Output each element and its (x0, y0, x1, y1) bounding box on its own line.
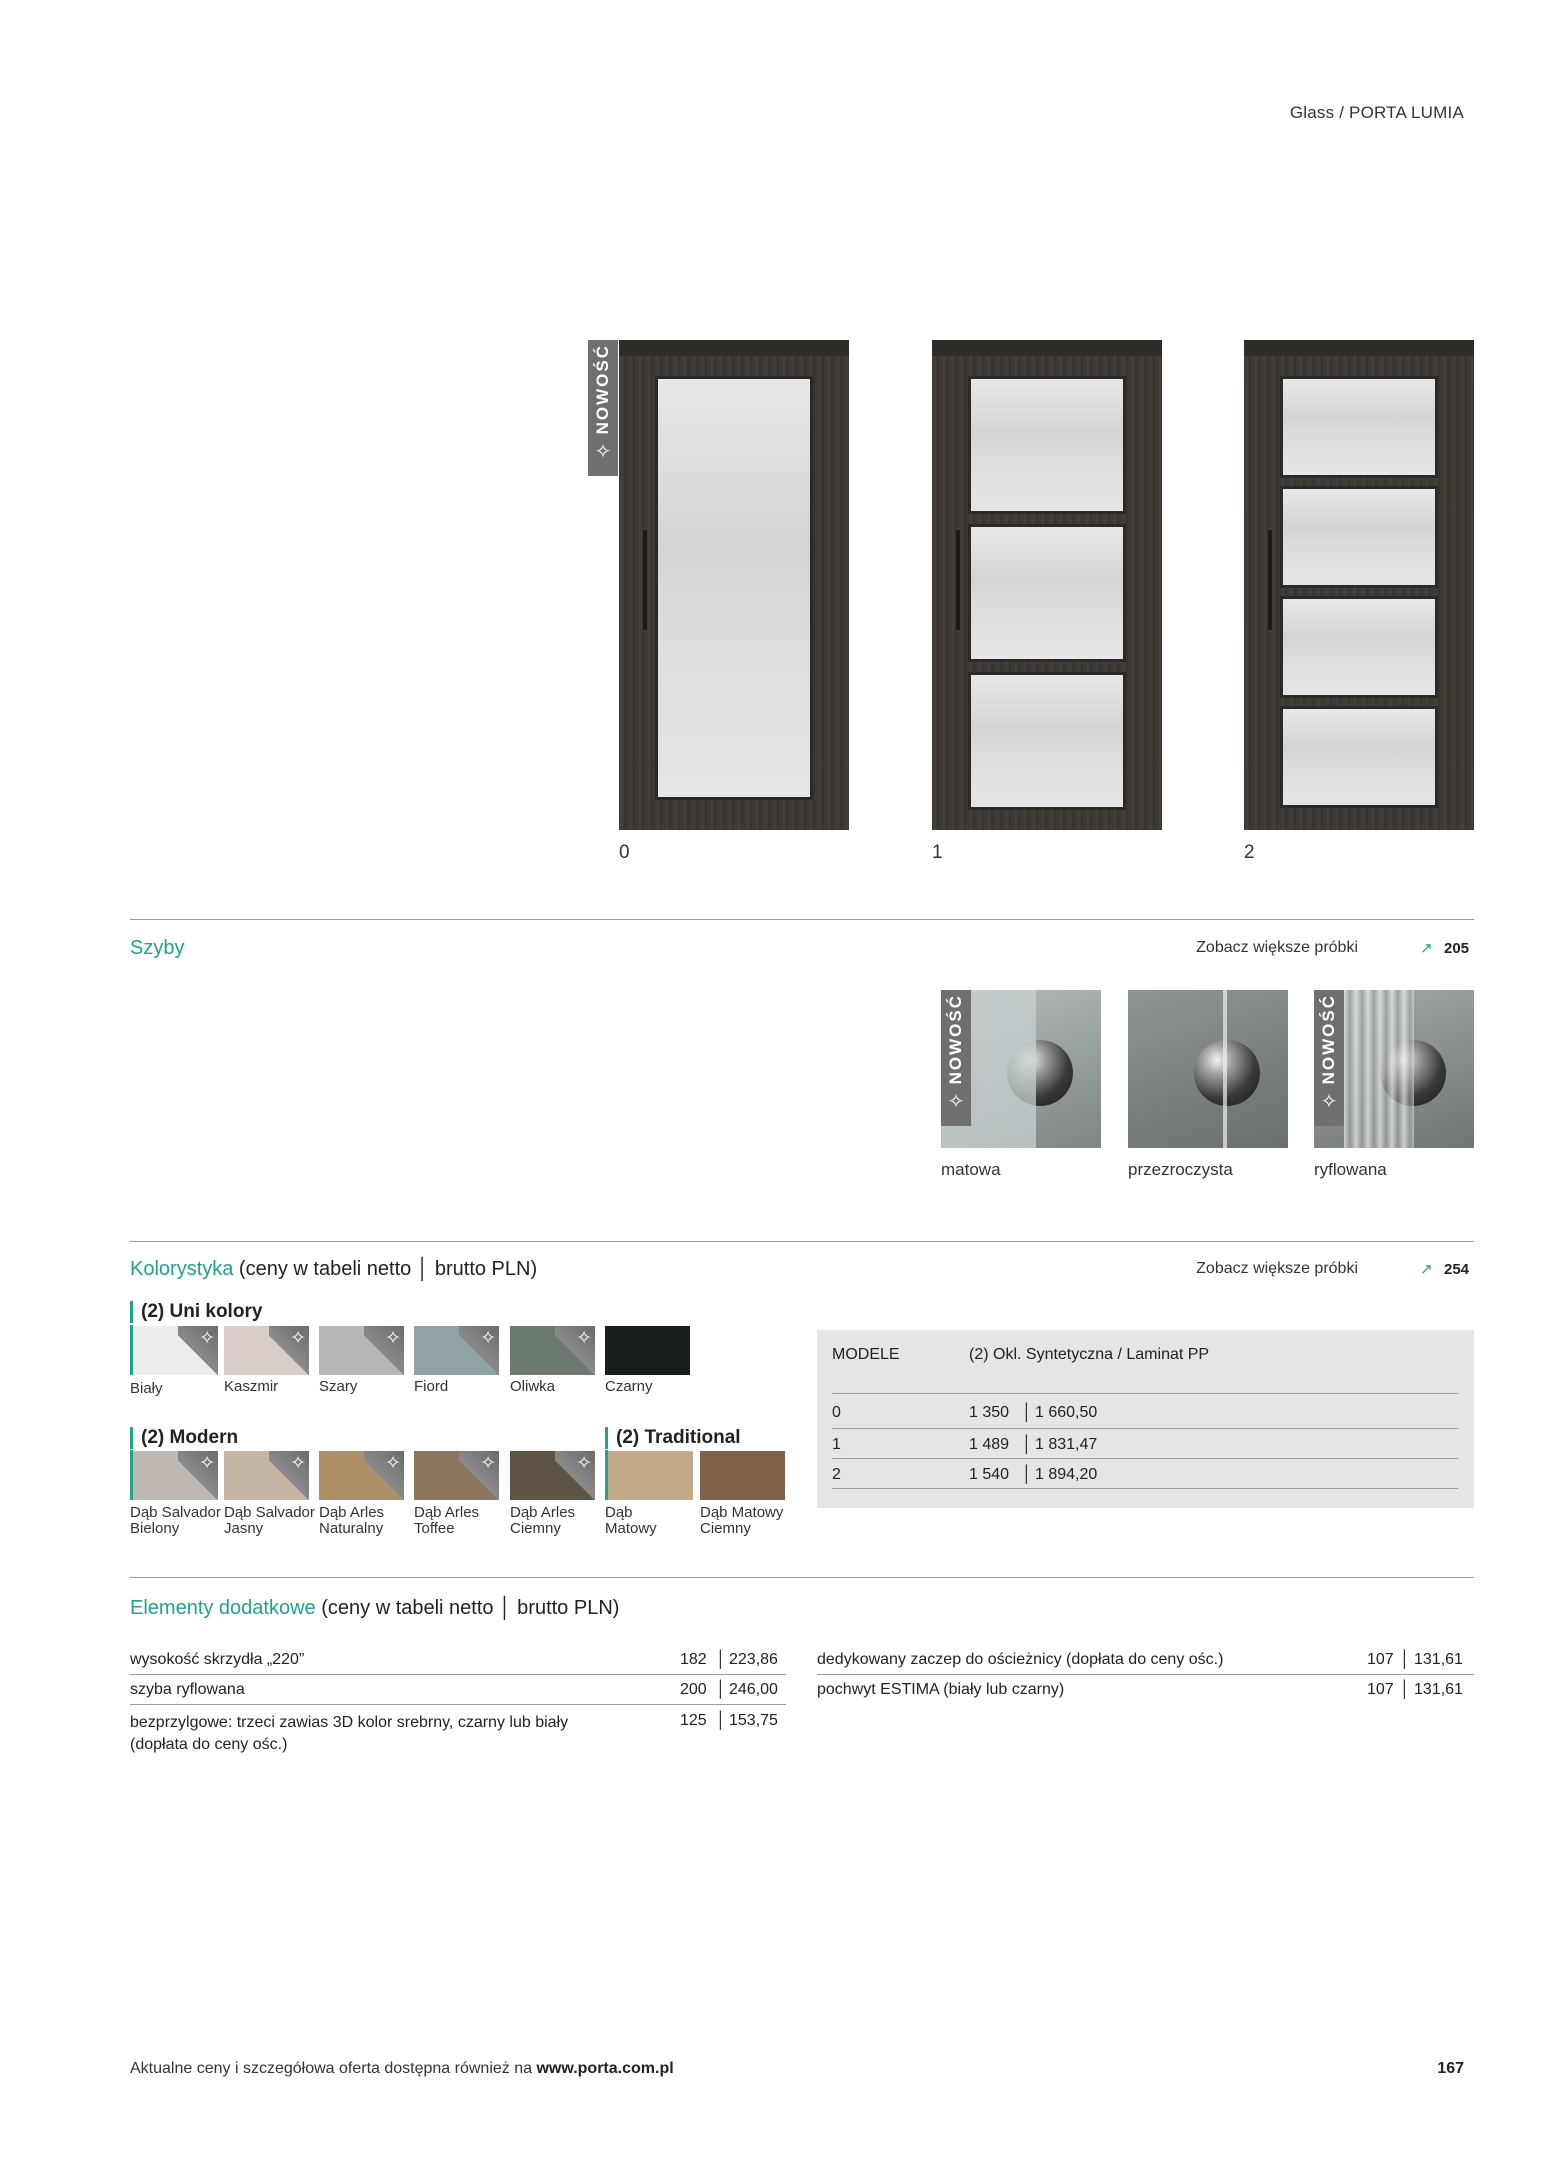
door-model-0-image (619, 340, 849, 830)
color-swatch-dab-matowy (608, 1451, 693, 1500)
door-model-1-image (932, 340, 1162, 830)
color-swatch-dab-salvador-bielony (133, 1451, 218, 1500)
table-cell-netto: 1 540 (969, 1466, 1010, 1483)
divider (130, 1577, 1474, 1578)
color-name: Fiord (414, 1378, 449, 1395)
new-badge: NOWOŚĆ ✧ (1314, 990, 1344, 1126)
color-name: Dąb Arles Naturalny (319, 1504, 385, 1537)
arrow-up-right-icon: ↗ (1420, 1261, 1433, 1278)
table-header-models: MODELE (832, 1346, 900, 1363)
section-title-szyby: Szyby (130, 937, 185, 959)
color-name: Dąb Arles Toffee (414, 1504, 480, 1537)
breadcrumb: Glass / PORTA LUMIA (1289, 103, 1464, 122)
extra-netto: 107 (1367, 1651, 1394, 1668)
color-name: Oliwka (510, 1378, 556, 1395)
page-number: 167 (1437, 2060, 1464, 2077)
color-name: Dąb Salvador Jasny (224, 1504, 315, 1537)
glass-label: przezroczysta (1128, 1160, 1233, 1179)
color-name: Kaszmir (224, 1378, 279, 1395)
door-label: 1 (932, 842, 943, 863)
door-label: 0 (619, 842, 630, 863)
sparkle-icon: ✧ (385, 1453, 401, 1474)
color-name: Szary (319, 1378, 358, 1395)
extra-item-label: dedykowany zaczep do ościeżnicy (dopłata do ceny ośc.) (817, 1651, 1224, 1668)
divider (130, 1241, 1474, 1242)
color-swatch-dab-arles-naturalny (319, 1451, 404, 1500)
color-swatch-fiord (414, 1326, 499, 1375)
extra-netto: 125 (680, 1712, 707, 1729)
color-name: Dąb Salvador Bielony (130, 1504, 221, 1537)
table-cell-model: 1 (832, 1436, 841, 1453)
sparkle-icon: ✧ (480, 1453, 496, 1474)
website-link[interactable]: www.porta.com.pl (536, 2060, 674, 2077)
extra-brutto: 131,61 (1414, 1651, 1463, 1668)
table-cell-model: 0 (832, 1404, 841, 1421)
extra-brutto: 246,00 (729, 1681, 778, 1698)
extra-brutto: 223,86 (729, 1651, 778, 1668)
door-model-2-image (1244, 340, 1474, 830)
sparkle-icon: ✧ (576, 1453, 592, 1474)
color-name: Biały (130, 1380, 163, 1397)
glass-label: matowa (941, 1160, 1001, 1179)
extra-item-label: bezprzylgowe: trzeci zawias 3D kolor srebrny, czarny lub biały (dopłata do ceny ośc.) (130, 1714, 569, 1753)
color-swatch-czarny (605, 1326, 690, 1375)
extra-netto: 182 (680, 1651, 707, 1668)
sparkle-icon: ✧ (947, 1091, 965, 1114)
section-title-kolorystyka: Kolorystyka (ceny w tabeli netto │ brutto PLN) (130, 1258, 538, 1280)
sparkle-icon: ✧ (480, 1328, 496, 1349)
extra-brutto: 153,75 (729, 1712, 778, 1729)
color-swatch-dab-matowy-ciemny (700, 1451, 785, 1500)
table-cell-brutto: 1 660,50 (1035, 1404, 1098, 1421)
color-name: Dąb Arles Ciemny (510, 1504, 576, 1537)
extra-brutto: 131,61 (1414, 1681, 1463, 1698)
sparkle-icon: ✧ (385, 1328, 401, 1349)
sparkle-icon: ✧ (199, 1453, 215, 1474)
color-group-title: (2) Uni kolory (130, 1301, 262, 1323)
sparkle-icon: ✧ (594, 441, 612, 464)
extra-item-label: pochwyt ESTIMA (biały lub czarny) (817, 1681, 1065, 1698)
arrow-up-right-icon: ↗ (1420, 940, 1433, 957)
section-title-elementy: Elementy dodatkowe (ceny w tabeli netto │ brutto PLN) (130, 1597, 620, 1619)
color-swatch-dab-arles-ciemny (510, 1451, 595, 1500)
color-swatch-bialy (133, 1326, 218, 1375)
color-swatch-dab-salvador-jasny (224, 1451, 309, 1500)
divider (130, 919, 1474, 920)
glass-sample-przezroczysta (1128, 990, 1288, 1148)
color-group-title: (2) Traditional (605, 1427, 741, 1449)
extra-item-label: szyba ryflowana (130, 1681, 245, 1698)
color-name: Dąb Matowy (605, 1504, 657, 1537)
sparkle-icon: ✧ (199, 1328, 215, 1349)
extra-netto: 200 (680, 1681, 707, 1698)
color-name: Dąb Matowy Ciemny (700, 1504, 784, 1537)
color-group-title: (2) Modern (130, 1427, 238, 1449)
color-swatch-oliwka (510, 1326, 595, 1375)
sparkle-icon: ✧ (290, 1328, 306, 1349)
table-cell-brutto: 1 831,47 (1035, 1436, 1098, 1453)
color-swatch-kaszmir (224, 1326, 309, 1375)
new-badge: NOWOŚĆ ✧ (588, 340, 618, 476)
table-cell-netto: 1 350 (969, 1404, 1010, 1421)
sparkle-icon: ✧ (576, 1328, 592, 1349)
glass-label: ryflowana (1314, 1160, 1387, 1179)
page-reference: 205 (1444, 940, 1470, 957)
see-more-link[interactable]: Zobacz większe próbki (1196, 1260, 1358, 1277)
see-more-link[interactable]: Zobacz większe próbki (1196, 939, 1358, 956)
table-header-finish: (2) Okl. Syntetyczna / Laminat PP (969, 1346, 1210, 1363)
sparkle-icon: ✧ (290, 1453, 306, 1474)
color-swatch-szary (319, 1326, 404, 1375)
footer-note: Aktualne ceny i szczegółowa oferta dostępna również na www.porta.com.pl (130, 2060, 674, 2077)
page-reference: 254 (1444, 1261, 1470, 1278)
table-cell-brutto: 1 894,20 (1035, 1466, 1098, 1483)
color-swatch-dab-arles-toffee (414, 1451, 499, 1500)
sparkle-icon: ✧ (1320, 1091, 1338, 1114)
color-name: Czarny (605, 1378, 653, 1395)
price-table: MODELE (2) Okl. Syntetyczna / Laminat PP 0 1 350 │ 1 660,50 1 1 489 │ 1 831,47 2 1 540 │ 1 894,20 (817, 1330, 1474, 1508)
table-cell-model: 2 (832, 1466, 841, 1483)
table-cell-netto: 1 489 (969, 1436, 1010, 1453)
new-badge: NOWOŚĆ ✧ (941, 990, 971, 1126)
door-label: 2 (1244, 842, 1255, 863)
extra-item-label: wysokość skrzydła „220” (130, 1651, 305, 1668)
extra-netto: 107 (1367, 1681, 1394, 1698)
